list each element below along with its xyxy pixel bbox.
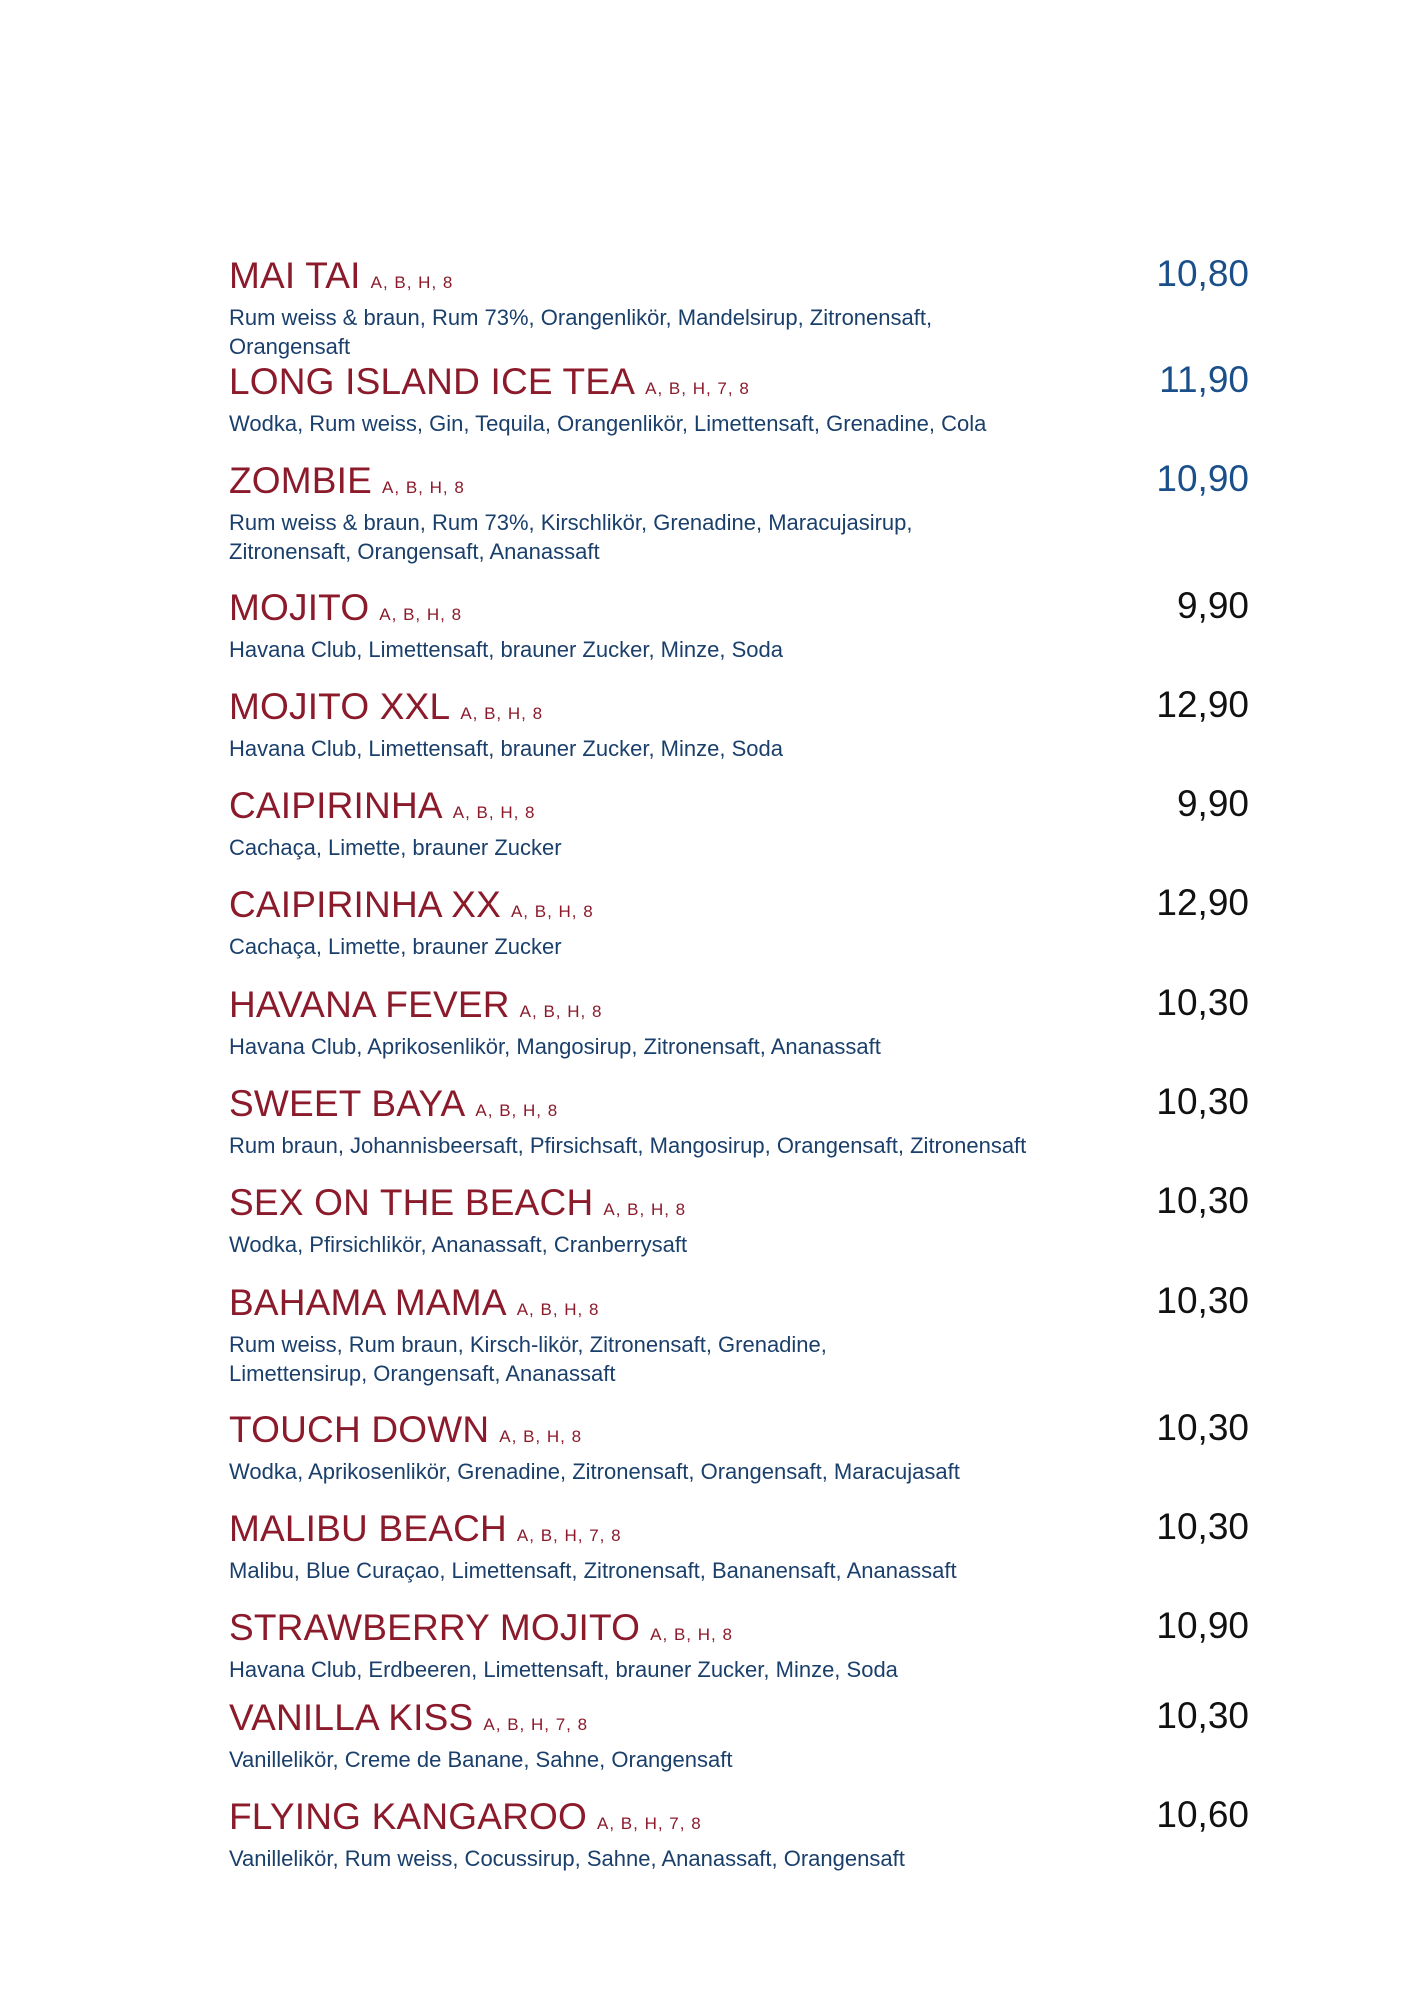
menu-item bbox=[229, 1695, 1249, 1774]
item-price: 12,90 bbox=[1156, 684, 1249, 725]
item-allergens: A, B, H, 8 bbox=[516, 1300, 600, 1319]
item-name-line bbox=[229, 253, 1249, 303]
item-name: FLYING KANGAROO bbox=[229, 1796, 587, 1837]
item-name-line bbox=[229, 1180, 1249, 1230]
item-price: 10,30 bbox=[1156, 1280, 1249, 1321]
item-name: MOJITO bbox=[229, 587, 370, 628]
menu-item bbox=[229, 1506, 1249, 1585]
item-allergens: A, B, H, 8 bbox=[460, 704, 544, 723]
item-name: TOUCH DOWN bbox=[229, 1409, 490, 1450]
item-name: ZOMBIE bbox=[229, 460, 373, 501]
item-price: 12,90 bbox=[1156, 882, 1249, 923]
item-name-line bbox=[229, 1081, 1249, 1131]
item-name: STRAWBERRY MOJITO bbox=[229, 1607, 641, 1648]
menu-item bbox=[229, 1280, 1249, 1388]
item-name: MALIBU BEACH bbox=[229, 1508, 507, 1549]
menu-item bbox=[229, 882, 1249, 961]
item-description: Havana Club, Limettensaft, brauner Zucker, Minze, Soda bbox=[229, 637, 783, 662]
item-description: Vanillelikör, Creme de Banane, Sahne, Orangensaft bbox=[229, 1747, 733, 1772]
item-name-line bbox=[229, 1794, 1249, 1844]
item-allergens: A, B, H, 8 bbox=[379, 605, 463, 624]
item-name-line bbox=[229, 1280, 1249, 1330]
item-price: 10,30 bbox=[1156, 1081, 1249, 1122]
item-description: Malibu, Blue Curaçao, Limettensaft, Zitronensaft, Bananensaft, Ananassaft bbox=[229, 1558, 957, 1583]
item-description: Wodka, Aprikosenlikör, Grenadine, Zitronensaft, Orangensaft, Maracujasaft bbox=[229, 1459, 960, 1484]
menu-item bbox=[229, 783, 1249, 862]
item-description: Cachaça, Limette, brauner Zucker bbox=[229, 835, 562, 860]
item-allergens: A, B, H, 8 bbox=[452, 803, 536, 822]
item-price: 10,30 bbox=[1156, 1695, 1249, 1736]
item-price: 9,90 bbox=[1176, 585, 1249, 626]
item-price: 10,90 bbox=[1156, 1605, 1249, 1646]
menu-item bbox=[229, 458, 1249, 566]
item-allergens: A, B, H, 8 bbox=[382, 478, 465, 497]
item-name: SWEET BAYA bbox=[229, 1083, 466, 1124]
item-name: VANILLA KISS bbox=[229, 1697, 474, 1738]
item-allergens: A, B, H, 7, 8 bbox=[483, 1715, 589, 1734]
item-allergens: A, B, H, 8 bbox=[370, 273, 454, 292]
item-allergens: A, B, H, 7, 8 bbox=[516, 1526, 622, 1545]
item-name-line bbox=[229, 458, 1249, 508]
item-price: 10,90 bbox=[1156, 458, 1249, 499]
item-allergens: A, B, H, 8 bbox=[475, 1101, 559, 1120]
item-description: Vanillelikör, Rum weiss, Cocussirup, Sahne, Ananassaft, Orangensaft bbox=[229, 1846, 905, 1871]
item-price: 10,60 bbox=[1156, 1794, 1249, 1835]
item-allergens: A, B, H, 8 bbox=[603, 1200, 687, 1219]
item-price: 10,30 bbox=[1156, 1407, 1249, 1448]
item-name: MOJITO XXL bbox=[229, 686, 451, 727]
menu-item bbox=[229, 1605, 1249, 1684]
item-description: Cachaça, Limette, brauner Zucker bbox=[229, 934, 562, 959]
item-allergens: A, B, H, 8 bbox=[519, 1002, 603, 1021]
item-description: Havana Club, Limettensaft, brauner Zucker, Minze, Soda bbox=[229, 736, 783, 761]
item-description: Rum braun, Johannisbeersaft, Pfirsichsaft, Mangosirup, Orangensaft, Zitronensaft bbox=[229, 1133, 1027, 1158]
menu-item bbox=[229, 982, 1249, 1061]
item-allergens: A, B, H, 8 bbox=[510, 902, 594, 921]
item-price: 9,90 bbox=[1176, 783, 1249, 824]
item-price: 11,90 bbox=[1159, 359, 1249, 400]
item-name: LONG ISLAND ICE TEA bbox=[229, 361, 636, 402]
item-name-line bbox=[229, 1506, 1249, 1556]
item-price: 10,80 bbox=[1156, 253, 1249, 294]
item-name-line bbox=[229, 982, 1249, 1032]
item-name-line bbox=[229, 882, 1249, 932]
menu-item bbox=[229, 253, 1249, 361]
item-name-line bbox=[229, 359, 1249, 409]
item-allergens: A, B, H, 8 bbox=[499, 1427, 583, 1446]
item-name-line bbox=[229, 1695, 1249, 1745]
item-description: Wodka, Pfirsichlikör, Ananassaft, Cranberrysaft bbox=[229, 1232, 688, 1257]
item-allergens: A, B, H, 7, 8 bbox=[597, 1814, 702, 1833]
item-price: 10,30 bbox=[1156, 1506, 1249, 1547]
item-name-line bbox=[229, 585, 1249, 635]
item-name-line bbox=[229, 1407, 1249, 1457]
item-description: Wodka, Rum weiss, Gin, Tequila, Orangenlikör, Limettensaft, Grenadine, Cola bbox=[229, 411, 987, 436]
item-name-line bbox=[229, 684, 1249, 734]
menu-item bbox=[229, 684, 1249, 763]
item-price: 10,30 bbox=[1156, 1180, 1249, 1221]
item-name: HAVANA FEVER bbox=[229, 984, 510, 1025]
item-name: MAI TAI bbox=[229, 255, 361, 296]
item-allergens: A, B, H, 7, 8 bbox=[645, 379, 750, 398]
item-description: Rum weiss & braun, Rum 73%, Kirschlikör, Grenadine, Maracujasirup, Zitronensaft, Orangensaft, Ananassaft bbox=[229, 510, 913, 564]
item-name-line bbox=[229, 1605, 1249, 1655]
item-description: Havana Club, Aprikosenlikör, Mangosirup, Zitronensaft, Ananassaft bbox=[229, 1034, 881, 1059]
item-name-line bbox=[229, 783, 1249, 833]
item-allergens: A, B, H, 8 bbox=[650, 1625, 733, 1644]
item-description: Rum weiss, Rum braun, Kirsch-likör, Zitronensaft, Grenadine, Limettensirup, Orangensaft, Ananassaft bbox=[229, 1332, 827, 1386]
menu-item bbox=[229, 1794, 1249, 1873]
item-name: CAIPIRINHA XX bbox=[229, 884, 501, 925]
menu-item bbox=[229, 1407, 1249, 1486]
menu-item bbox=[229, 1180, 1249, 1259]
menu-item bbox=[229, 1081, 1249, 1160]
menu-item bbox=[229, 585, 1249, 664]
item-description: Rum weiss & braun, Rum 73%, Orangenlikör, Mandelsirup, Zitronensaft, Orangensaft bbox=[229, 305, 933, 359]
item-description: Havana Club, Erdbeeren, Limettensaft, brauner Zucker, Minze, Soda bbox=[229, 1657, 898, 1682]
item-name: SEX ON THE BEACH bbox=[229, 1182, 594, 1223]
item-name: CAIPIRINHA bbox=[229, 785, 443, 826]
item-name: BAHAMA MAMA bbox=[229, 1282, 507, 1323]
menu-item bbox=[229, 359, 1249, 438]
item-price: 10,30 bbox=[1156, 982, 1249, 1023]
